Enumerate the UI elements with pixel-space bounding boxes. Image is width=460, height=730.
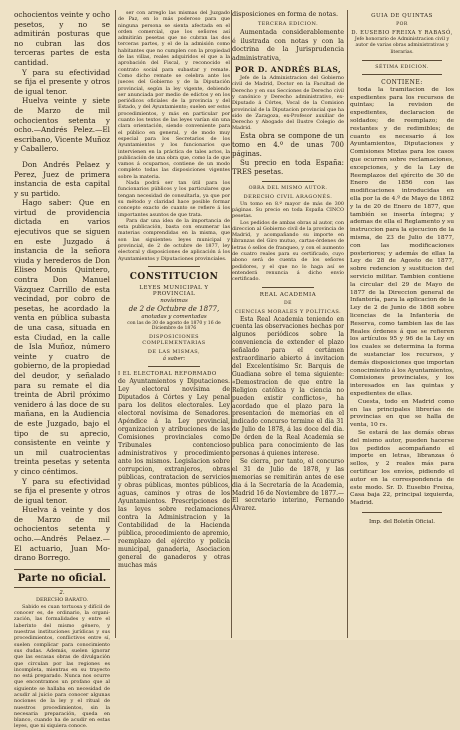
col1-paragraph: Huelva á veinte y dos de Marzo de mil ochocientos setenta y ocho.—Andrés Pelaez.—El actuario, Juan Modrano Borrego. bbox=[14, 505, 110, 563]
author-name: POR D. ANDRÉS BLAS, bbox=[234, 65, 342, 75]
col1-top-text: ochocientos veinte y ocho pesetos, y no se admitirán posturas que no cubran las dos terceras partes de esta cantidad. bbox=[14, 10, 110, 67]
col3-paragraph: Un tomo en 8.º mayor de más de 300 páginas. Su precio en toda España CINCO pesetas. bbox=[232, 200, 344, 220]
divider bbox=[362, 60, 442, 61]
heading-derecho-civil: DERECHO CIVIL ARAGONÉS. bbox=[243, 193, 333, 200]
heading-a-saber: á saber: bbox=[162, 355, 186, 362]
col3-paragraph: Los pedidos de ambas obras al autor, con direccion al Gobierno civil de la provincia de Madrid, y acompañando su importe en libranzas del Giro mutuo, cartas-órdenes de letras ó sellos de franqueo, y con el aumento de cuatro reales para su certificado, cuyo abono será de cuenta de los señores pedidores, y el que no lo haga así se entenderá renuncia á dicho envío certificado. bbox=[232, 219, 344, 283]
heading-por: POR bbox=[396, 22, 408, 27]
heading-constitucion: CONSTITUCION bbox=[129, 271, 219, 282]
heading-real-academia: REAL ACADEMIA bbox=[259, 291, 317, 298]
section-number: 2. bbox=[59, 589, 65, 596]
heading-novisimas: novísimas bbox=[160, 297, 188, 304]
column-2 bbox=[118, 10, 230, 570]
heading-anotadas: anotadas y comentadas bbox=[141, 313, 207, 320]
col3-paragraph: Su precio en toda España: TRES pesetas. bbox=[232, 158, 344, 176]
heading-tercera-edicion: TERCERA EDICION. bbox=[257, 21, 319, 28]
column-3 bbox=[232, 10, 344, 513]
col2-top-text: ser con arreglo las mismas del Juzgado de Paz, en lo más poderoso para que ninguna persona se sienta afectada en el orden comercial, que los señores así admitirán pesetas que no cubran las dos terceras partes, y el de la admisión como habitantes que no cumplen con la propiedad de las villas, reales adquiridos el que a la aprobación del Fiscal, y reconocido el contrato social para subastar y remate. Como dicho remate se celebra ante los jueces del Gobierno y de la Diputación provincial, según la ley vigente, debiendo ser anunciada por medio de edictos y en los periódicos oficiales de la provincia y del Estado, y del Ayuntamiento; suelen ser estos procedimientos, y más en particular por cuanto los textos de las leyes varían sin una clara orientación, siendo conveniente para el público en general, y de modo muy especial para los Secretarios de los Ayuntamientos y los funcionarios que intervienen en la práctica de tales actos, la publicación de una obra que, como la de que vamos á ocuparnos, contiene de un modo completo todas las disposiciones vigentes sobre la materia. bbox=[118, 10, 230, 180]
col4-paragraph: toda la tramitacion de los expedientes para los recursos de quintas; la revision de expedientes, declaracion de soldados; de reemplazo; de restantes y de redimibles; de cuanto es necesario á los Ayuntamientos, Diputaciones y Comisiones Mixtas para los casos que ocurren sobre reclamaciones, excepciones, y de la Ley de Reemplazos del ejército de 30 de Enero de 1856 con las modificaciones introducidas en ella por la de 4.º de Mayo de 1862 y la de 20 de Enero de 1877, que también se inserta íntegra; y ademas de ella el Reglamento y su instruccion para la ejecucion de la misma, de 23 de Julio de 1877, con las modificaciones posteriores; y además de ellas la Ley de 28 de Agosto de 1877, sobre redencion y sustitucion del servicio militar. Tambien contiene la circular del 29 de Mayo de 1877 de la Direccion general de Infantería, para la aplicacion de la Ley de 2 de Junio de 1868 sobre licencias de la Infantería de Reserva, como tambien las de las Reales órdenes á que se refieren los artículos 95 y 96 de la Ley en los cuales se determina la forma de sustanciar los recursos, y demás disposiciones que importan conocimiento á los Ayuntamientos, Comisiones provinciales, y los interesados en las quintas y expedientes de ellas. bbox=[350, 86, 454, 397]
heading-guia-de-quintas: GUIA DE QUINTAS bbox=[371, 13, 433, 19]
author-freixa: D. EUSEBIO FREIXA Y RABASÓ, bbox=[351, 30, 453, 36]
col3-paragraph: Aumentada considerablemente é ilustrada con notas y con la doctrina de la Jurisprudencia administrativa, bbox=[232, 28, 344, 62]
heading-setima-edicion: SÉTIMA EDICION. bbox=[375, 64, 429, 70]
col2-paragraph: Nada podrá ser tan útil para los funcionarios públicos y los particulares que tengan necesidad de consultarla, ya que por su método y claridad hace posible formar concepto exacto de cuanto se refiere á los importantes asuntos de que trata. bbox=[118, 180, 230, 218]
col3-top-text: disposiciones en forma de notas. bbox=[232, 10, 339, 18]
divider bbox=[262, 181, 314, 182]
printer-imprint: Imp. del Boletín Oficial. bbox=[368, 518, 436, 525]
column-4 bbox=[350, 10, 454, 525]
heading-de-las-mismas: DE LAS MISMAS, bbox=[147, 348, 201, 355]
heading-obra-del-mismo-autor: OBRA DEL MISMO AUTOR. bbox=[248, 185, 328, 191]
column-divider bbox=[347, 10, 348, 638]
section-subtitle: DERECHO BARATO. bbox=[35, 596, 89, 603]
col2-bottom-text: de Ayuntamientos y Diputaciones. Ley electoral novísima de Diputados á Córtes y Ley penal para los delitos electorales. Ley electoral novísima de Senadores. Apéndice á la Ley provincial, organizacion y atribuciones de las Comisiones provinciales como Tribunales contencioso administrativos y procedimiento ante los mismos. Legislacion sobre corrupcion, extranjeros, obras públicas, contratacion de servicios y obras públicas, montes públicos, aguas, caminos y otras de los Ayuntamientos. Prescripciones de las leyes sobre reclamaciones contra la Administracion y la Contabilidad de la Hacienda pública, procedimiento de apremio, reemplazo del ejército y policía municipal, ganaderia, Asociacion general de ganaderos y otras muchas más bbox=[118, 377, 230, 569]
divider bbox=[148, 266, 200, 267]
col1-paragraph: Y para su efectividad se fija el presente y otros de igual tenor. bbox=[14, 476, 110, 505]
col1-paragraph: Hago saber: Que en virtud de providencia dictada en varios ejecutivos que se siguen en este Juzgado á instancia de la señora viuda y herederos de Don Eliseo Monis Quintero, contra Don Manuel Vázquez Carrillo de esta vecindad, por cobro de pesetas, he acordado la venta en pública subasta de una casa, situada en esta Ciudad, en la calle de Isla Muñoz, número veinte y cuatro de gobierno, de la propiedad del deudor, y señalado para su remate el dia treinta de Abril próximo venidero á las doce de su mañana, en la Audiencia de este Juzgado, bajo el tipo de su aprecio, consistente en veinte y un mil cuatrocientas treinta pesetas y setenta y cinco céntimos. bbox=[14, 198, 110, 476]
col1-paragraph: Don Andrés Pelaez y Perez, Juez de primera instancia de esta capital y su partido. bbox=[14, 159, 110, 198]
divider bbox=[362, 512, 442, 513]
author-credentials: Jefe honorario de Administracion civil y autor de varias obras administrativas y literarias. bbox=[354, 37, 450, 55]
heading-disposiciones: DISPOSICIONES COMPLEMENTARIAS bbox=[142, 333, 206, 346]
col1-small-text: Sabido es cuan tortuosa y difícil de conocer es, de ordinario, la organización, las formalidades y entre el laberinto del mismo género, y nuestras instituciones jurídicas y sus procedimientos, conflictivos entre sí, suelen complicar para conocimiento sus dudas. Además, suelen ignorar que las escasas obras de divulgación que circulan por las regiones es incompleta, mientras en su trayecto no está preparado. Nunca nos ocurre que encontramos un profano que al siguiente se hallaba en necesidad de acudir al juicio para conocer algunas nociones de la ley y el ritual de nuestros procedimientos, sin la necesaria preparación, queda en blanco, cuando ha de acudir en estas leyes, que ni siquiera conoce. bbox=[14, 603, 110, 730]
col4-paragraph: Se estará de las demás obras del mismo autor, pueden hacerse los pedidos acompañando el importe en letras, libranzas ó sellos, y 2 reales más para certificar los envíos, pidiendo el autor en la correspondencia de este modo. Sr. D. Eusebio Freixa, Casa baja 22, principal izquierda, Madrid. bbox=[350, 429, 454, 507]
col1-paragraph: Y para su efectividad se fija el presente y otros de igual tenor. bbox=[14, 67, 110, 96]
col3-paragraph: Esta obra se compone de un tomo en 4.º de unas 700 páginas. bbox=[232, 131, 344, 158]
divider bbox=[148, 366, 200, 367]
column-1 bbox=[14, 10, 110, 730]
heading-leyes: LEYES MUNICIPAL Y PROVINCIAL bbox=[139, 284, 209, 297]
heading-electoral: I EL ELECTORAL REFORMADO bbox=[118, 370, 217, 377]
col4-paragraph: Cuesta, todo en Madrid como en las principales librerías de provincias en que se halla de venta, 10 rs. bbox=[350, 398, 454, 429]
divider bbox=[262, 287, 314, 288]
col3-paragraph: Se cierra, por tanto, el concurso el 31 de Julio de 1878, y las memorias se remitirán antes de ese dia á la Secretaría de la Academia, Madrid 16 de Noviembre de 1877.—El secretario interino, Fernando Álvarez. bbox=[232, 457, 344, 513]
divider bbox=[362, 74, 442, 75]
heading-con-las: con las de 30 de agosto de 1870 y 16 de Diciembre de 1876 bbox=[127, 320, 221, 331]
col3-paragraph: Esta Real Academia teniendo en cuenta las observaciones hechas por algunos periódicos sobre la conveniencia de extender el plazo señalado para el certámen extraordinario abierto á invitacion del Excelentísimo Sr. Barquis de Guadiana sobre el tema siguiente: «Demostracion de que entre la Religion católica y la ciencia no pueden existir conflictos», ha acordado que el plazo para la presentacion de memorias en el indicado concurso termine el dia 31 de Julio de 1878, á las doce del dia. De órden de la Real Academia se publica para conocimiento de las personas á quienes interese. bbox=[232, 315, 344, 457]
heading-date: de 2 de Octubre de 1877, bbox=[128, 304, 220, 313]
column-divider bbox=[115, 10, 116, 638]
col3-paragraph: Jefe de la Administracion del Gobierno civil de Madrid, Doctor en la Facultad de Derecho y en sus Secciones de Derecho civil y canónico y Derecho administrativo, ex-Diputado á Córtes, Vocal de la Comision provincial de la Diputacion provincial que ha sido de Zaragoza, ex-Profesor auxiliar de Derecho y Abogado del Ilustre Colegio de Madrid. bbox=[232, 75, 344, 132]
heading-contiene: CONTIENE: bbox=[381, 78, 423, 86]
heading-ciencias: CIENCIAS MORALES Y POLÍTICAS. bbox=[234, 308, 342, 315]
col1-paragraph: Huelva veinte y siete de Marzo de mil ochocientos setenta y ocho.—Andrés Pelez.—El escribano, Vicente Muñoz y Caballero. bbox=[14, 96, 110, 154]
section-title: Parte no oficial. bbox=[14, 569, 110, 588]
col2-paragraph: Para dar una idea de la importancia de esta publicación, basta con enumerar las materias comprendidas en la misma, que son las siguientes: leyes municipal y provincial, de 2 de octubre de 1877, ley electoral y disposiciones de aplicación á los Ayuntamientos y Diputaciones provinciales. bbox=[118, 217, 230, 262]
heading-de: DE bbox=[283, 300, 293, 306]
